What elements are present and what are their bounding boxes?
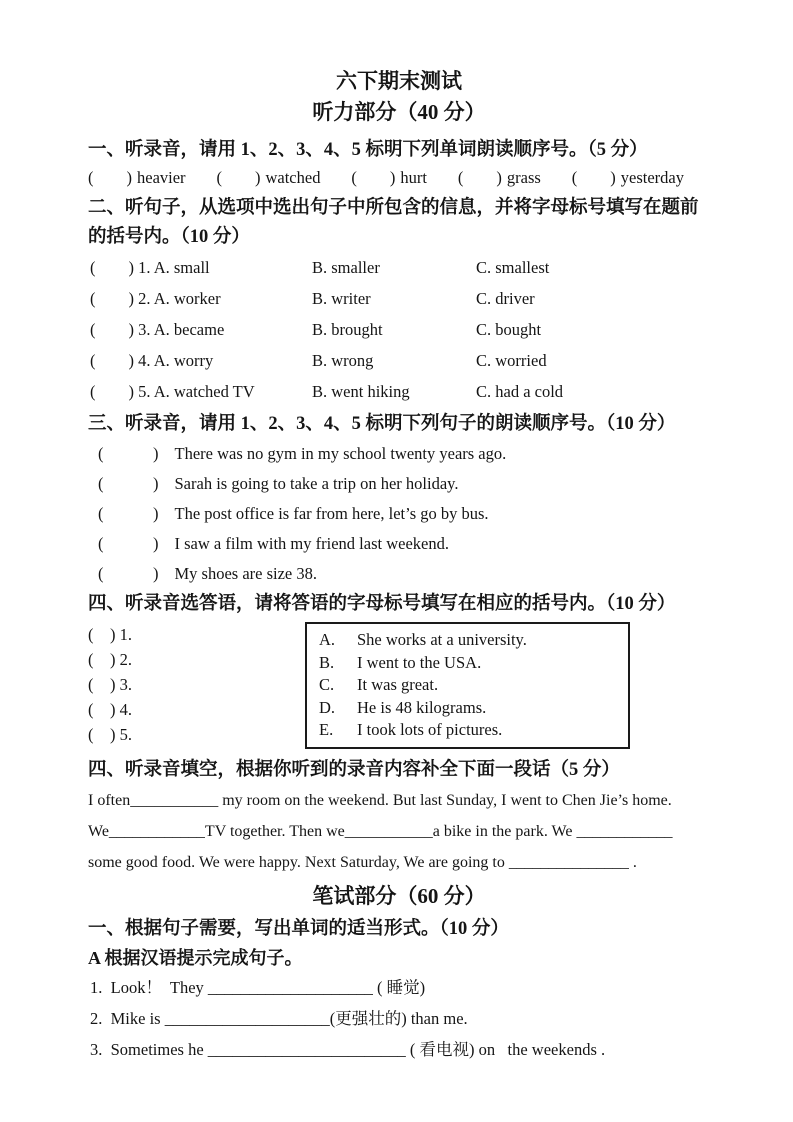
section3-heading: 三、听录音，请用 1、2、3、4、5 标明下列句子的朗读顺序号。（10 分） (88, 414, 676, 434)
answer-blank-row: ( ) 3. (88, 675, 132, 694)
mc-row (88, 252, 710, 283)
sentence-ordering-row (88, 469, 710, 499)
mc-prefix-and-option-a (90, 345, 312, 376)
mc-prefix-and-option-a (90, 283, 312, 314)
written-section1-heading: 一、根据句子需要，写出单词的适当形式。（10 分） (88, 918, 509, 939)
answer-option-row (319, 697, 620, 720)
word-ordering-item (88, 164, 186, 192)
option-text: She works at a university. (357, 630, 527, 649)
option-a: A. worker (153, 289, 221, 308)
option-letter: E. (319, 720, 334, 739)
fill-in-item: 2. Mike is ____________________(更强壮的) than me. (90, 1008, 468, 1028)
option-a: A. small (153, 258, 210, 277)
exam-title: 六下期末测试 (336, 69, 462, 93)
option-c: C. had a cold (476, 382, 564, 401)
answer-blank-column (88, 622, 305, 749)
sentence-ordering-row (88, 439, 710, 469)
mc-row (88, 283, 710, 314)
sentence-ordering-row (88, 559, 710, 589)
option-c: C. worried (476, 351, 547, 370)
answer-paren: ( ) (98, 444, 159, 463)
option-c: C. driver (476, 289, 535, 308)
word-label: grass (506, 168, 541, 187)
answer-paren: ( ) (98, 504, 159, 523)
fill-in-item: 1. Look！ They ____________________ ( 睡觉) (90, 977, 426, 997)
option-c: C. smallest (476, 258, 550, 277)
option-text: It was great. (357, 675, 439, 694)
answer-option-row (319, 674, 620, 697)
fill-in-item: 3. Sometimes he ________________________ ( 看电视) on the weekends . (90, 1039, 606, 1059)
mc-row (88, 345, 710, 376)
cloze-line: I often___________ my room on the weekend. But last Sunday, I went to Chen Jie’s home. (88, 791, 672, 809)
word-ordering-item (572, 164, 684, 192)
answer-blank-row: ( ) 1. (88, 625, 132, 644)
cloze-line: some good food. We were happy. Next Saturday, We are going to _______________ . (88, 853, 637, 871)
word-ordering-item (458, 164, 541, 192)
option-letter: C. (319, 675, 335, 694)
sentence-ordering-row (88, 529, 710, 559)
option-b: B. went hiking (312, 382, 410, 401)
cloze-line: We____________TV together. Then we___________a bike in the park. We ____________ (88, 822, 673, 840)
option-b: B. wrong (312, 351, 374, 370)
answer-paren: ( ) (98, 534, 159, 553)
option-b: B. writer (312, 289, 371, 308)
answer-paren: ( ) (98, 564, 159, 583)
answer-paren: ( ) (571, 168, 616, 187)
section4-body (88, 622, 710, 749)
answer-paren: ( ) (351, 168, 396, 187)
answer-blank-row: ( ) 5. (88, 725, 132, 744)
section4-heading: 四、听录音选答语，请将答语的字母标号填写在相应的括号内。（10 分） (88, 594, 676, 614)
option-letter: D. (319, 697, 336, 717)
option-b: B. smaller (312, 258, 380, 277)
section5-heading: 四、听录音填空，根据你听到的录音内容补全下面一段话（5 分） (88, 759, 620, 780)
answer-blank-row: ( ) 2. (88, 650, 132, 669)
written-part-title: 笔试部分（60 分） (312, 883, 486, 908)
section2-heading: 二、听句子，从选项中选出句子中所包含的信息，并将字母标号填写在题前的括号内。（10 分） (88, 198, 699, 247)
word-ordering-item (351, 164, 427, 192)
option-letter: B. (319, 652, 335, 672)
answer-paren-prefix: ( ) 5. (90, 382, 151, 401)
answer-paren: ( ) (88, 168, 132, 187)
written-subsection-heading: A 根据汉语提示完成句子。 (88, 947, 303, 968)
answer-option-row (319, 652, 620, 675)
option-text: I took lots of pictures. (357, 720, 503, 739)
option-c: C. bought (476, 320, 542, 339)
word-label: hurt (400, 168, 427, 187)
mc-prefix-and-option-a (90, 252, 312, 283)
word-label: heavier (137, 168, 186, 187)
answer-paren-prefix: ( ) 3. (90, 320, 151, 339)
answer-options-box (305, 622, 630, 749)
sentence-text: The post office is far from here, let’s go by bus. (174, 504, 489, 523)
sentence-text: I saw a film with my friend last weekend. (174, 534, 449, 553)
mc-prefix-and-option-a (90, 314, 312, 345)
mc-row (88, 376, 710, 407)
option-b: B. brought (312, 320, 383, 339)
section1-heading: 一、听录音，请用 1、2、3、4、5 标明下列单词朗读顺序号。（5 分） (88, 140, 648, 160)
word-ordering-item (216, 164, 320, 192)
word-ordering-row (88, 164, 710, 192)
answer-option-row (319, 629, 620, 652)
answer-paren: ( ) (216, 168, 261, 187)
answer-paren-prefix: ( ) 1. (90, 258, 151, 277)
answer-option-row (319, 719, 620, 742)
answer-paren-prefix: ( ) 2. (90, 289, 151, 308)
answer-paren: ( ) (98, 474, 159, 493)
listening-part-title: 听力部分（40 分） (312, 100, 486, 124)
answer-paren-prefix: ( ) 4. (90, 351, 151, 370)
sentence-text: My shoes are size 38. (174, 564, 318, 583)
option-letter: A. (319, 630, 336, 649)
option-a: A. watched TV (153, 382, 255, 401)
sentence-text: There was no gym in my school twenty years ago. (174, 444, 507, 463)
mc-prefix-and-option-a (90, 376, 312, 407)
option-text: He is 48 kilograms. (357, 697, 487, 717)
option-text: I went to the USA. (357, 652, 482, 672)
answer-paren: ( ) (457, 168, 502, 187)
option-a: A. became (153, 320, 225, 339)
answer-blank-row: ( ) 4. (88, 700, 132, 719)
option-a: A. worry (153, 351, 214, 370)
sentence-ordering-row (88, 499, 710, 529)
sentence-text: Sarah is going to take a trip on her holiday. (174, 474, 459, 493)
mc-row (88, 314, 710, 345)
word-label: watched (265, 168, 321, 187)
word-label: yesterday (620, 168, 684, 187)
